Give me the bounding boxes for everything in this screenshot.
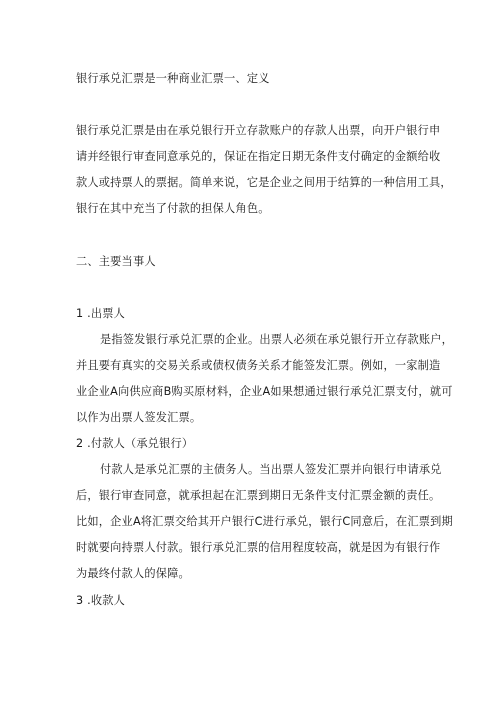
item-heading: 1 .出票人 <box>76 307 125 320</box>
paragraph-line: 业企业A向供应商B购买原材料，企业A如果想通过银行承兑汇票支付，就可 <box>76 385 453 398</box>
document-title: 银行承兑汇票是一种商业汇票一、定义 <box>76 72 270 85</box>
item-heading: 2 .付款人（承兑银行） <box>76 437 194 450</box>
paragraph-line: 并且要有真实的交易关系或债权债务关系才能签发汇票。例如，一家制造 <box>76 359 441 372</box>
paragraph-line: 以作为出票人签发汇票。 <box>76 411 202 424</box>
paragraph-line: 时就要向持票人付款。银行承兑汇票的信用程度较高，就是因为有银行作 <box>76 541 441 554</box>
paragraph-line: 付款人是承兑汇票的主债务人。当出票人签发汇票并向银行申请承兑 <box>100 463 442 476</box>
paragraph-line: 后，银行审查同意，就承担起在汇票到期日无条件支付汇票金额的责任。 <box>76 489 441 502</box>
paragraph-line: 比如，企业A将汇票交给其开户银行C进行承兑，银行C同意后，在汇票到期 <box>76 515 453 528</box>
section-heading: 二、主要当事人 <box>76 255 156 268</box>
paragraph-line: 请并经银行审查同意承兑的，保证在指定日期无条件支付确定的金额给收 <box>76 150 441 163</box>
paragraph-line: 银行在其中充当了付款的担保人角色。 <box>76 202 270 215</box>
paragraph-line: 款人或持票人的票据。简单来说，它是企业之间用于结算的一种信用工具， <box>76 176 452 189</box>
paragraph-line: 为最终付款人的保障。 <box>76 567 190 580</box>
paragraph-line: 是指签发银行承兑汇票的企业。出票人必须在承兑银行开立存款账户， <box>100 333 454 346</box>
paragraph-line: 银行承兑汇票是由在承兑银行开立存款账户的存款人出票，向开户银行申 <box>76 124 441 137</box>
item-heading: 3 .收款人 <box>76 594 125 607</box>
